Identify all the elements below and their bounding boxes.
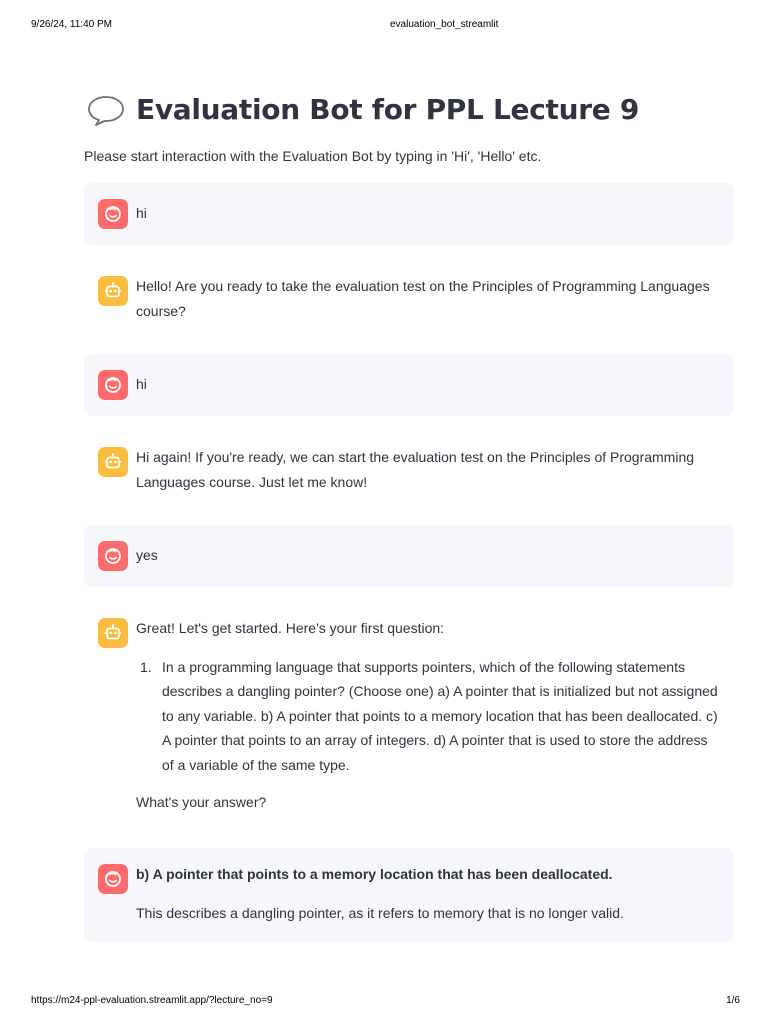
- page-title: Evaluation Bot for PPL Lecture 9: [136, 93, 640, 126]
- user-avatar: [98, 199, 128, 229]
- question-number: 1.: [140, 658, 152, 675]
- question-item: [136, 655, 718, 778]
- message-content: [136, 616, 718, 815]
- robot-icon: [104, 453, 122, 471]
- message-text: yes: [136, 547, 158, 563]
- chat-message-user: [84, 848, 734, 942]
- smiley-face-icon: [104, 547, 122, 565]
- print-datetime: 9/26/24, 11:40 PM: [31, 19, 112, 30]
- user-avatar: [98, 370, 128, 400]
- chat-message-user: [84, 354, 734, 416]
- print-page-title: evaluation_bot_streamlit: [390, 19, 499, 30]
- answer-text: b) A pointer that points to a memory location that has been deallocated.: [136, 866, 613, 882]
- message-text: Hi again! If you're ready, we can start the evaluation test on the Principles of Programming Languages course. Just let me know!: [136, 449, 695, 490]
- message-text: hi: [136, 205, 147, 221]
- question-list: [136, 655, 718, 778]
- chat-message-assistant: [84, 262, 734, 334]
- chat-message-user: [84, 183, 734, 245]
- print-page-number: 1/6: [726, 995, 740, 1006]
- answer-explanation: This describes a dangling pointer, as it refers to memory that is no longer valid.: [136, 904, 624, 921]
- question-text: In a programming language that supports pointers, which of the following statements describes a dangling pointer? (Choose one) a) A pointer that is initialized but not assigned to any variable. b) A pointer that points to a memory location that has been deallocated. c) A pointer that points to an array of integers. d) A pointer that is used to store the address of a variable of the same type.: [162, 658, 718, 773]
- robot-icon: [104, 282, 122, 300]
- assistant-avatar: [98, 276, 128, 306]
- chat-message-assistant: [84, 433, 734, 505]
- assistant-avatar: [98, 618, 128, 648]
- message-content: [136, 862, 718, 925]
- print-url: https://m24-ppl-evaluation.streamlit.app/?lecture_no=9: [31, 995, 273, 1006]
- print-header: [31, 19, 737, 33]
- assistant-avatar: [98, 447, 128, 477]
- user-avatar: [98, 541, 128, 571]
- smiley-face-icon: [104, 376, 122, 394]
- robot-icon: [104, 624, 122, 642]
- page-title-row: [87, 88, 639, 132]
- speech-balloon-icon: [87, 91, 125, 129]
- print-footer: [31, 995, 740, 1009]
- smiley-face-icon: [104, 205, 122, 223]
- user-avatar: [98, 864, 128, 894]
- message-text: hi: [136, 376, 147, 392]
- answer-prompt: What's your answer?: [136, 794, 267, 810]
- chat-message-assistant: [84, 604, 734, 828]
- intro-text: Please start interaction with the Evaluation Bot by typing in 'Hi', 'Hello' etc.: [84, 148, 542, 164]
- message-text: Hello! Are you ready to take the evaluation test on the Principles of Programming Languages course?: [136, 278, 710, 319]
- smiley-face-icon: [104, 870, 122, 888]
- message-intro: Great! Let's get started. Here's your first question:: [136, 620, 445, 636]
- chat-message-user: [84, 525, 734, 587]
